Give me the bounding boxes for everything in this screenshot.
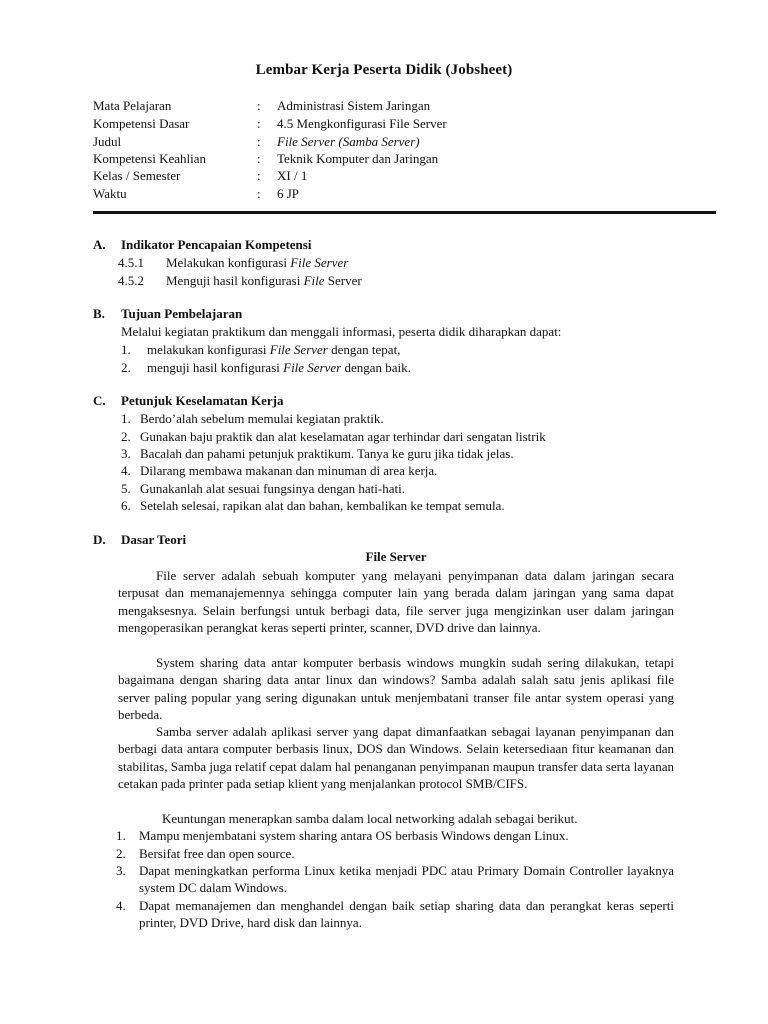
- meta-label: Kompetensi Keahlian: [93, 151, 206, 166]
- item-text: melakukan konfigurasi File Server dengan tepat,: [147, 342, 401, 357]
- meta-colon: :: [257, 151, 261, 166]
- subsection-title: File Server: [365, 549, 427, 564]
- header-divider: [93, 211, 716, 214]
- item-number: 2.: [116, 846, 126, 861]
- meta-colon: :: [257, 134, 261, 149]
- item-number: 1.: [116, 828, 126, 843]
- meta-label: Mata Pelajaran: [93, 98, 172, 113]
- paragraph: System sharing data antar komputer berbasis windows mungkin sudah sering dilakukan, tetapi bagaimana dengan sharing data antar linux dan windows? Samba adalah salah satu jenis aplikasi file server paling popular yang sering digunakan untuk menjembatani transer file antar system operasi yang berbeda.: [118, 655, 674, 723]
- item-number: 1.: [121, 342, 131, 357]
- meta-colon: :: [257, 186, 261, 201]
- meta-label: Judul: [93, 134, 122, 149]
- item-text: Gunakanlah alat sesuai fungsinya dengan hati-hati.: [140, 481, 405, 496]
- meta-value: 4.5 Mengkonfigurasi File Server: [277, 116, 447, 131]
- meta-label: Kompetensi Dasar: [93, 116, 190, 131]
- item-text: Bacalah dan pahami petunjuk praktikum. Tanya ke guru jika tidak jelas.: [140, 446, 514, 461]
- paragraph: File server adalah sebuah komputer yang melayani penyimpanan data dalam jaringan secara terpusat dan memanajemennya sehingga computer lain yang berada dalam jaringan yang sama dapat mengaksesnya. Selain berfungsi untuk berbagi data, file server juga mengizinkan user dalam jaringan mengoperasikan perangkat keras seperti printer, scanner, DVD drive dan lainnya.: [118, 568, 674, 636]
- item-number: 2.: [121, 360, 131, 375]
- item-number: 4.: [121, 463, 131, 478]
- item-number: 4.5.1: [118, 255, 144, 270]
- item-number: 3.: [116, 863, 126, 878]
- item-number: 4.: [116, 898, 126, 913]
- item-text: Gunakan baju praktik dan alat keselamatan agar terhindar dari sengatan listrik: [140, 429, 546, 444]
- section-title: Tujuan Pembelajaran: [121, 306, 243, 321]
- item-number: 4.5.2: [118, 273, 144, 288]
- meta-colon: :: [257, 168, 261, 183]
- meta-label: Kelas / Semester: [93, 168, 181, 183]
- section-letter: D.: [93, 532, 106, 547]
- section-title: Indikator Pencapaian Kompetensi: [121, 237, 312, 252]
- item-text: Setelah selesai, rapikan alat dan bahan, kembalikan ke tempat semula.: [140, 498, 505, 513]
- section-letter: B.: [93, 306, 105, 321]
- item-number: 1.: [121, 411, 131, 426]
- meta-colon: :: [257, 116, 261, 131]
- item-text: Bersifat free dan open source.: [139, 846, 295, 861]
- section-title: Dasar Teori: [121, 532, 187, 547]
- item-text: Melakukan konfigurasi File Server: [166, 255, 349, 270]
- item-text: Mampu menjembatani system sharing antara OS berbasis Windows dengan Linux.: [139, 828, 569, 843]
- item-text: Menguji hasil konfigurasi File Server: [166, 273, 362, 288]
- meta-value: 6 JP: [277, 186, 300, 201]
- meta-colon: :: [257, 98, 261, 113]
- meta-label: Waktu: [93, 186, 127, 201]
- item-text: Dilarang membawa makanan dan minuman di area kerja.: [140, 463, 438, 478]
- section-letter: C.: [93, 393, 106, 408]
- paragraph: Samba server adalah aplikasi server yang dapat dimanfaatkan sebagai layanan penyimpanan dan berbagi data antara computer berbasis linux, DOS dan Windows. Selain ketersediaan fitur keamanan dan stabilitas, Samba juga relatif cepat dalam hal penanganan penyimpanan maupun transfer data serta layanan cetakan pada printer pada setiap klient yang menjalankan protocol SMB/CIFS.: [118, 724, 674, 792]
- document-title: Lembar Kerja Peserta Didik (Jobsheet): [255, 62, 513, 78]
- section-title: Petunjuk Keselamatan Kerja: [121, 393, 284, 408]
- meta-value: File Server (Samba Server): [277, 134, 420, 149]
- item-number: 5.: [121, 481, 131, 496]
- item-text: Berdo’alah sebelum memulai kegiatan praktik.: [140, 411, 384, 426]
- item-number: 3.: [121, 446, 131, 461]
- item-text: Dapat meningkatkan performa Linux ketika menjadi PDC atau Primary Domain Controller layaknya system DC dalam Windows.: [139, 863, 674, 896]
- section-intro: Melalui kegiatan praktikum dan menggali informasi, peserta didik diharapkan dapat:: [121, 324, 562, 339]
- item-number: 6.: [121, 498, 131, 513]
- item-text: menguji hasil konfigurasi File Server dengan baik.: [147, 360, 411, 375]
- section-letter: A.: [93, 237, 106, 252]
- item-number: 2.: [121, 429, 131, 444]
- meta-value: XI / 1: [277, 168, 308, 183]
- meta-value: Administrasi Sistem Jaringan: [277, 98, 431, 113]
- meta-value: Teknik Komputer dan Jaringan: [277, 151, 439, 166]
- benefits-intro: Keuntungan menerapkan samba dalam local networking adalah sebagai berikut.: [162, 811, 578, 826]
- item-text: Dapat memanajemen dan menghandel dengan baik setiap sharing data dan perangkat keras seperti printer, DVD Drive, hard disk dan lainnya.: [139, 898, 674, 931]
